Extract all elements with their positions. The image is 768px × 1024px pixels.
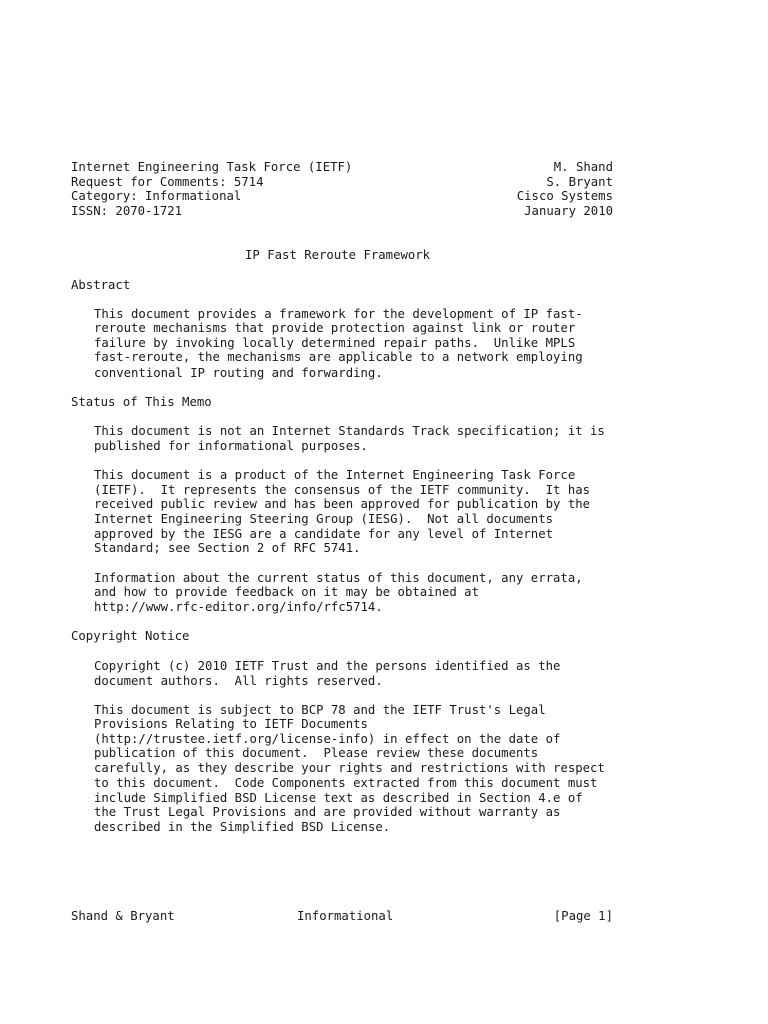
header-author-1: M. Shand <box>553 160 613 174</box>
header-category: Category: Informational <box>71 189 242 203</box>
copyright-line: document authors. All rights reserved. <box>94 674 383 688</box>
status-line: (IETF). It represents the consensus of the IETF community. It has <box>94 483 591 497</box>
copyright-line: the Trust Legal Provisions and are provided without warranty as <box>94 805 561 819</box>
copyright-line: This document is subject to BCP 78 and the IETF Trust's Legal <box>94 703 546 717</box>
header-rfc-number: Request for Comments: 5714 <box>71 175 264 189</box>
abstract-line: conventional IP routing and forwarding. <box>94 366 383 380</box>
status-url-line: http://www.rfc-editor.org/info/rfc5714. <box>94 600 383 614</box>
section-heading-abstract: Abstract <box>71 278 131 292</box>
header-affiliation: Cisco Systems <box>516 189 613 203</box>
copyright-line: described in the Simplified BSD License. <box>94 820 391 834</box>
copyright-line: publication of this document. Please review these documents <box>94 746 539 760</box>
status-line: and how to provide feedback on it may be obtained at <box>94 585 479 599</box>
copyright-line: include Simplified BSD License text as described in Section 4.e of <box>94 791 583 805</box>
copyright-line: (http://trustee.ietf.org/license-info) in effect on the date of <box>94 732 561 746</box>
header-date: January 2010 <box>524 204 613 218</box>
abstract-line: This document provides a framework for the development of IP fast- <box>94 307 583 321</box>
copyright-line: carefully, as they describe your rights and restrictions with respect <box>94 761 605 775</box>
document-title: IP Fast Reroute Framework <box>245 248 431 262</box>
status-line: received public review and has been approved for publication by the <box>94 497 591 511</box>
status-line: This document is a product of the Internet Engineering Task Force <box>94 468 576 482</box>
header-organization: Internet Engineering Task Force (IETF) <box>71 160 353 174</box>
status-line: approved by the IESG are a candidate for any level of Internet <box>94 527 554 541</box>
abstract-line: failure by invoking locally determined repair paths. Unlike MPLS <box>94 336 576 350</box>
abstract-line: fast-reroute, the mechanisms are applicable to a network employing <box>94 350 583 364</box>
footer-page-number: [Page 1] <box>553 909 613 923</box>
status-line: Internet Engineering Steering Group (IESG). Not all documents <box>94 512 554 526</box>
status-line: Standard; see Section 2 of RFC 5741. <box>94 541 361 555</box>
status-line: This document is not an Internet Standards Track specification; it is <box>94 424 605 438</box>
footer-category: Informational <box>297 909 394 923</box>
header-author-2: S. Bryant <box>546 175 613 189</box>
copyright-line: Copyright (c) 2010 IETF Trust and the persons identified as the <box>94 659 561 673</box>
section-heading-status: Status of This Memo <box>71 395 212 409</box>
copyright-line: to this document. Code Components extracted from this document must <box>94 776 598 790</box>
footer-authors: Shand & Bryant <box>71 909 175 923</box>
header-issn: ISSN: 2070-1721 <box>71 204 183 218</box>
section-heading-copyright: Copyright Notice <box>71 629 190 643</box>
status-line: Information about the current status of this document, any errata, <box>94 571 583 585</box>
status-line: published for informational purposes. <box>94 439 368 453</box>
copyright-line: Provisions Relating to IETF Documents <box>94 717 368 731</box>
abstract-line: reroute mechanisms that provide protection against link or router <box>94 321 576 335</box>
